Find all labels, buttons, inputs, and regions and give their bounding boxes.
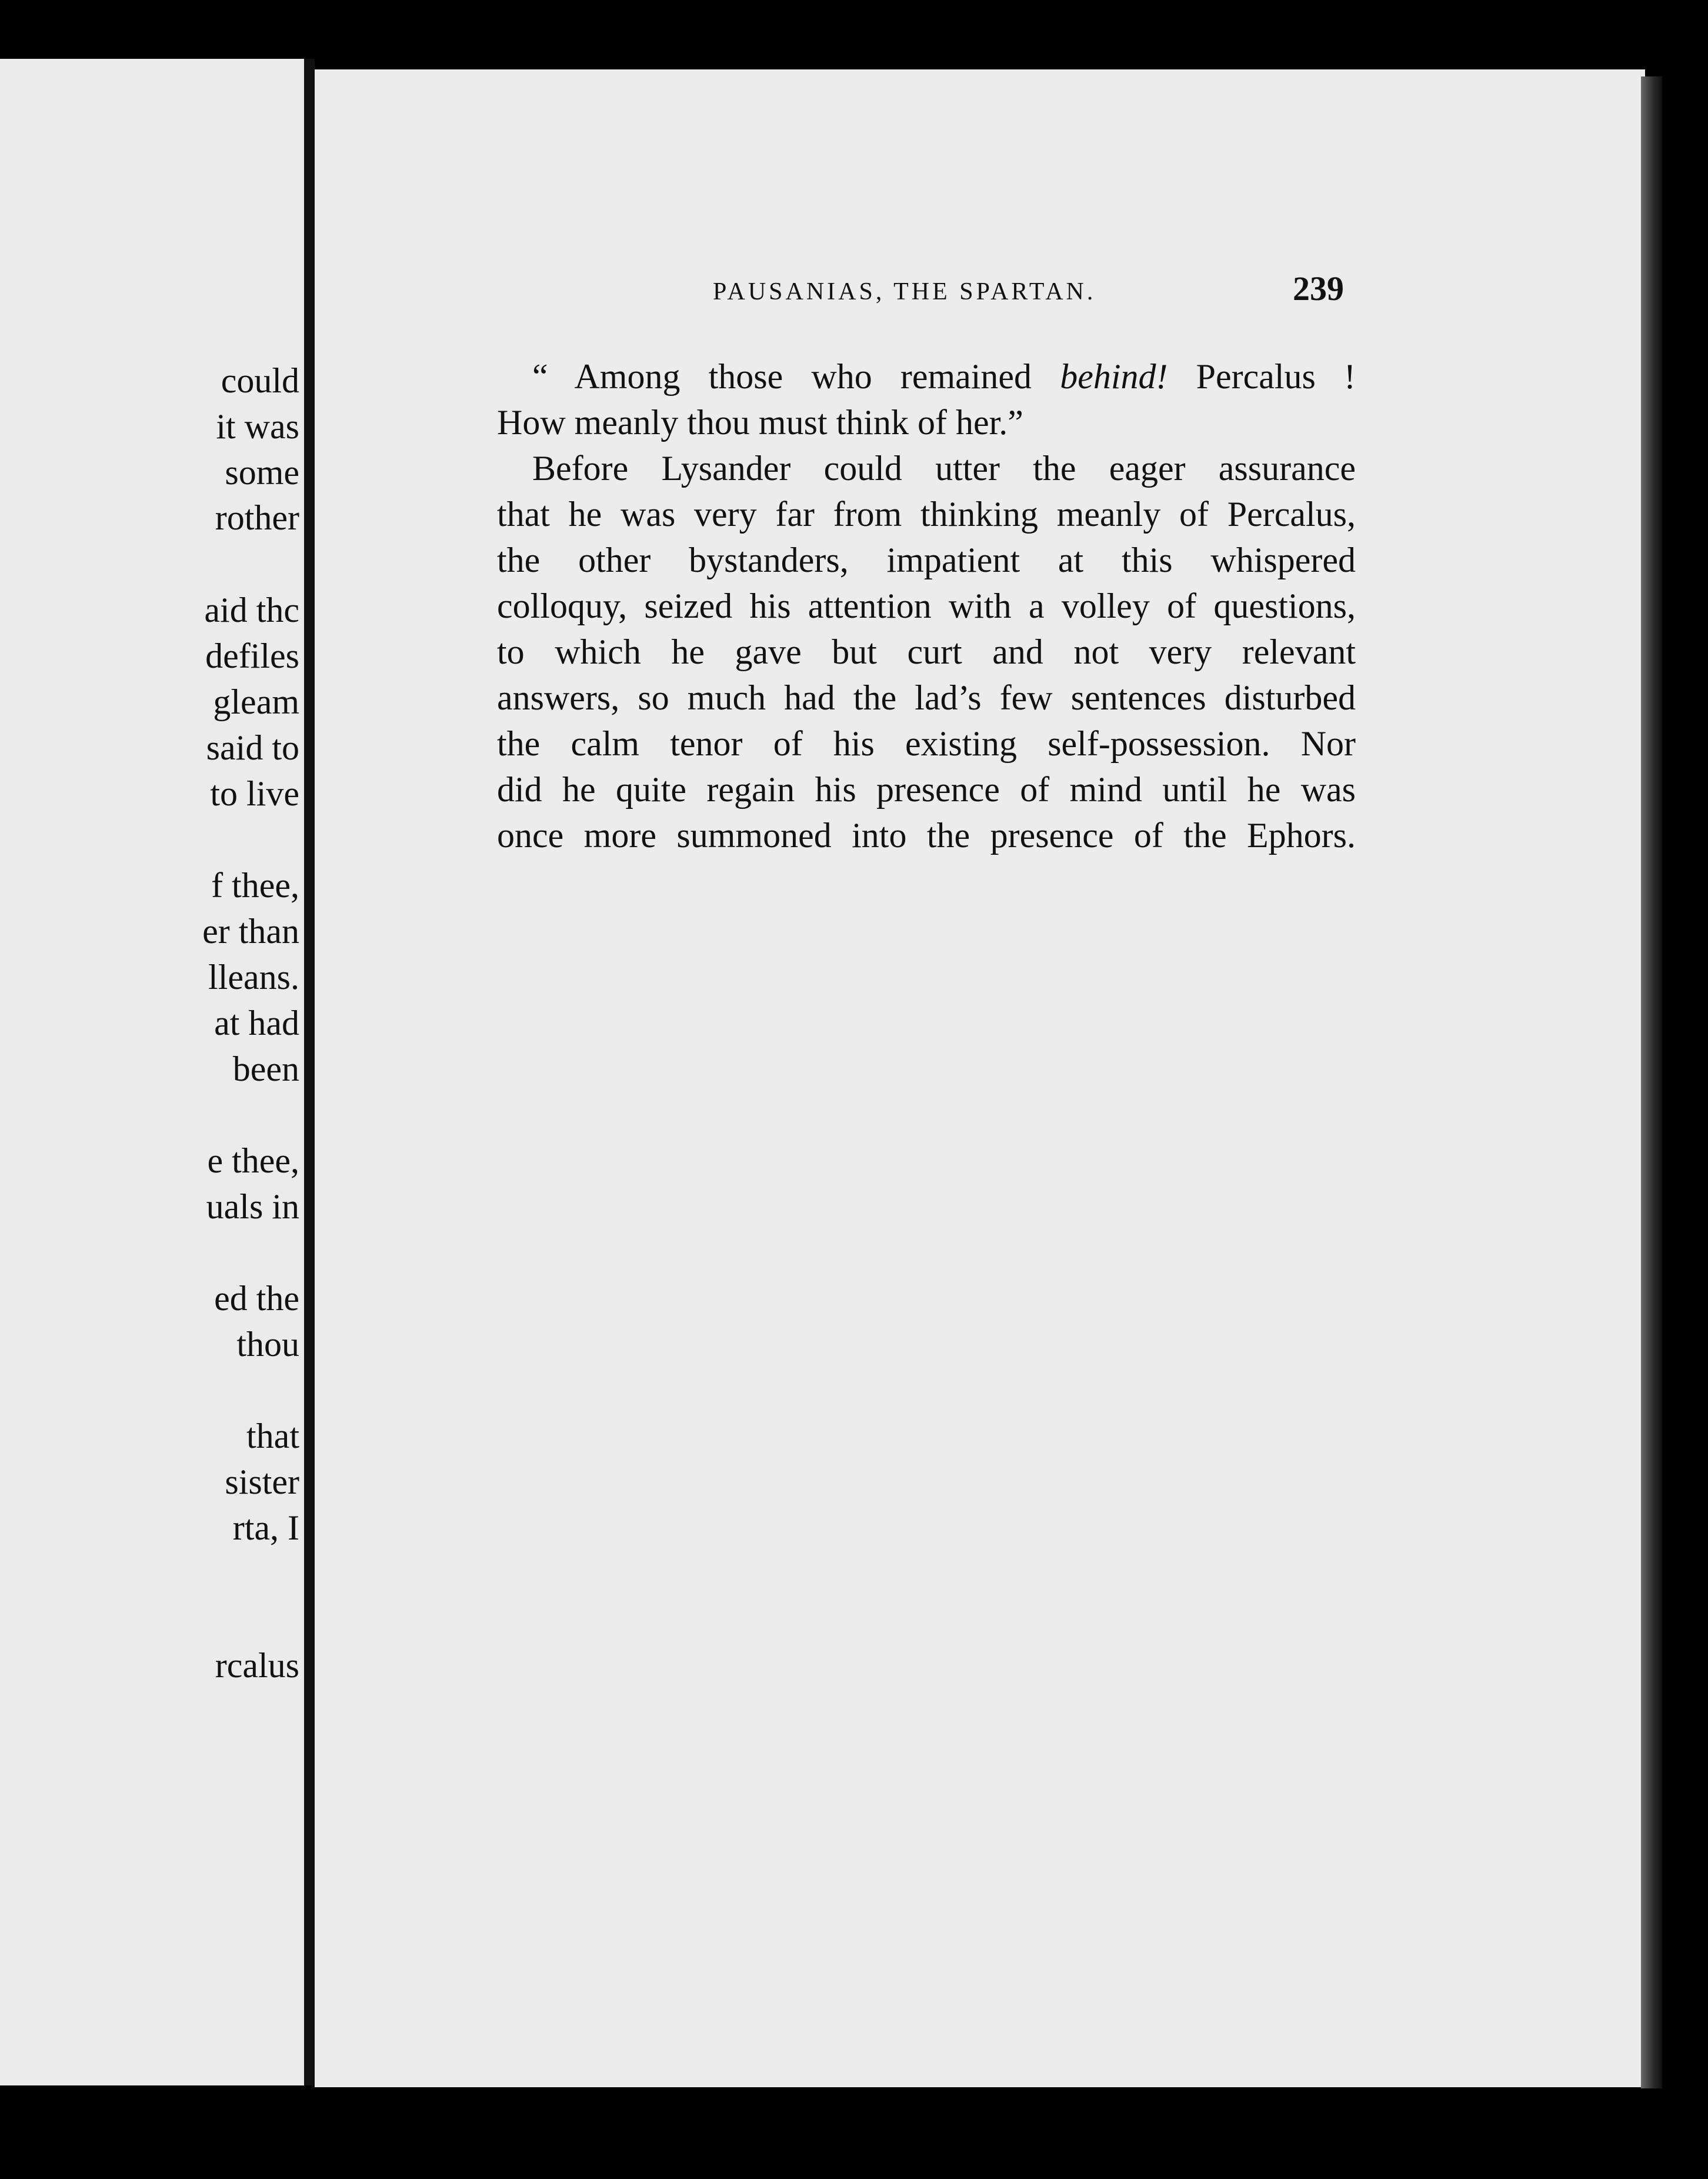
body-line-7: to which he gave but curt and not very relevant	[497, 632, 1356, 671]
left-page-line: to live	[210, 774, 299, 813]
left-page-line: uals in	[206, 1187, 299, 1226]
left-page-line: said to	[206, 728, 299, 767]
left-page	[0, 59, 304, 2085]
left-page-line: gleam	[213, 682, 299, 721]
body-line-1-close: Percalus !	[1167, 357, 1356, 396]
left-page-line: it was	[216, 407, 299, 446]
page-number: 239	[1293, 269, 1344, 308]
left-page-line: rcalus	[215, 1646, 299, 1685]
left-page-line: er than	[202, 912, 299, 951]
running-title: PAUSANIAS, THE SPARTAN.	[713, 278, 1096, 305]
body-line-5: the other bystanders, impatient at this whispered	[497, 541, 1356, 579]
body-line-1	[497, 359, 1356, 394]
left-page-line: defiles	[205, 637, 299, 675]
body-line-9: the calm tenor of his existing self-possession. Nor	[497, 724, 1356, 763]
body-line-11: once more summoned into the presence of the Ephors.	[497, 816, 1356, 855]
left-page-line: sister	[225, 1462, 299, 1501]
left-page-line: rta, I	[232, 1508, 299, 1547]
left-page-line: lleans.	[208, 958, 299, 997]
body-line-10: did he quite regain his presence of mind until he was	[497, 770, 1356, 809]
body-line-6: colloquy, seized his attention with a volley of questions,	[497, 587, 1356, 625]
body-line-3: Before Lysander could utter the eager assurance	[532, 449, 1356, 488]
left-page-line: at had	[214, 1004, 299, 1042]
left-page-line: thou	[236, 1325, 299, 1364]
body-line-1-open: “ Among those who remained	[532, 357, 1060, 396]
left-page-line: some	[225, 453, 299, 492]
left-page-line: that	[246, 1417, 299, 1455]
page-edge-shadow	[1641, 76, 1662, 2088]
body-line-8: answers, so much had the lad’s few sentences disturbed	[497, 678, 1356, 717]
left-page-line: been	[232, 1049, 299, 1088]
left-page-line: f thee,	[211, 866, 299, 905]
book-gutter	[304, 59, 315, 2085]
left-page-line: e thee,	[207, 1141, 299, 1180]
left-page-line: rother	[215, 498, 299, 537]
left-page-line: aid thc	[204, 591, 299, 629]
body-line-1-italic: behind!	[1060, 357, 1168, 396]
body-line-2: How meanly thou must think of her.”	[497, 403, 1023, 442]
left-page-line: could	[221, 361, 299, 400]
left-page-line: ed the	[214, 1279, 299, 1318]
body-line-4: that he was very far from thinking meanly of Percalus,	[497, 495, 1356, 534]
